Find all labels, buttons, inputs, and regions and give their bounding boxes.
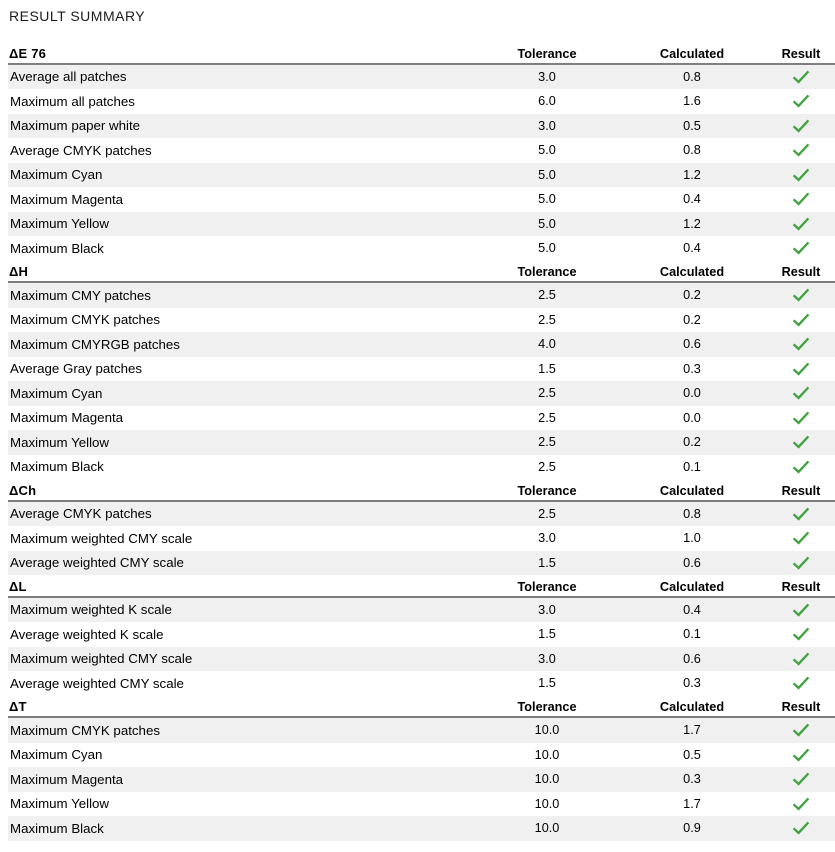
tolerance-value: 2.5 (538, 312, 556, 327)
row-label: Maximum CMYK patches (10, 722, 160, 738)
table-row (8, 598, 835, 623)
check-pass-icon (792, 362, 810, 376)
column-header-calculated: Calculated (659, 579, 725, 594)
calculated-value: 0.5 (683, 747, 701, 762)
result-cell (767, 652, 835, 666)
tolerance-value: 3.0 (538, 651, 556, 666)
calculated-value: 0.2 (683, 288, 701, 303)
calculated-value: 0.6 (683, 555, 701, 570)
tolerance-value: 10.0 (534, 747, 560, 762)
check-pass-icon (792, 192, 810, 206)
result-cell (767, 603, 835, 617)
table-row (8, 526, 835, 551)
result-cell (767, 241, 835, 255)
check-pass-icon (792, 676, 810, 690)
row-label: Average Gray patches (10, 361, 143, 377)
result-cell (767, 288, 835, 302)
calculated-value: 0.1 (683, 459, 701, 474)
row-label: Maximum Black (10, 240, 104, 256)
check-pass-icon (792, 460, 810, 474)
column-header-tolerance: Tolerance (517, 46, 577, 61)
result-cell (767, 460, 835, 474)
column-header-tolerance: Tolerance (517, 483, 577, 498)
result-cell (767, 168, 835, 182)
section-header-row (8, 479, 835, 502)
table-row (8, 236, 835, 261)
calculated-value: 1.7 (683, 723, 701, 738)
column-header-result: Result (781, 46, 821, 61)
column-header-calculated: Calculated (659, 46, 725, 61)
row-label: Maximum weighted CMY scale (10, 530, 193, 546)
calculated-value: 0.2 (683, 435, 701, 450)
row-label: Maximum Yellow (10, 434, 110, 450)
tolerance-value: 3.0 (538, 69, 556, 84)
check-pass-icon (792, 723, 810, 737)
check-pass-icon (792, 507, 810, 521)
result-cell (767, 772, 835, 786)
result-cell (767, 797, 835, 811)
result-cell (767, 70, 835, 84)
calculated-value: 0.5 (683, 118, 701, 133)
result-cell (767, 556, 835, 570)
tolerance-value: 3.0 (538, 602, 556, 617)
section-title: ΔCh (9, 482, 37, 498)
table-row (8, 357, 835, 382)
tolerance-value: 10.0 (534, 772, 560, 787)
row-label: Maximum CMY patches (10, 287, 151, 303)
result-cell (767, 217, 835, 231)
column-header-result: Result (781, 483, 821, 498)
tolerance-value: 2.5 (538, 386, 556, 401)
section-title: ΔE 76 (9, 45, 47, 61)
row-label: Average weighted CMY scale (10, 555, 184, 571)
tolerance-value: 5.0 (538, 241, 556, 256)
table-row (8, 718, 835, 743)
column-header-calculated: Calculated (659, 265, 725, 279)
tolerance-value: 1.5 (538, 676, 556, 691)
table-row (8, 671, 835, 696)
calculated-value: 0.9 (683, 821, 701, 836)
row-label: Maximum weighted K scale (10, 602, 172, 618)
tolerance-value: 5.0 (538, 167, 556, 182)
table-row (8, 647, 835, 672)
table-row (8, 308, 835, 333)
calculated-value: 0.8 (683, 69, 701, 84)
row-label: Maximum Cyan (10, 747, 103, 763)
table-row (8, 767, 835, 792)
check-pass-icon (792, 337, 810, 351)
result-cell (767, 362, 835, 376)
row-label: Maximum CMYRGB patches (10, 336, 180, 352)
result-cell (767, 143, 835, 157)
tolerance-value: 1.5 (538, 627, 556, 642)
tolerance-value: 10.0 (534, 821, 560, 836)
result-sections-container (8, 42, 835, 841)
row-label: Maximum paper white (10, 118, 141, 134)
check-pass-icon (792, 143, 810, 157)
result-cell (767, 821, 835, 835)
page-title: RESULT SUMMARY (9, 8, 146, 24)
result-cell (767, 313, 835, 327)
row-label: Average CMYK patches (10, 506, 152, 522)
column-header-result: Result (781, 700, 821, 714)
row-label: Maximum Magenta (10, 191, 124, 207)
table-row (8, 430, 835, 455)
table-row (8, 406, 835, 431)
row-label: Maximum Cyan (10, 385, 103, 401)
calculated-value: 0.3 (683, 361, 701, 376)
check-pass-icon (792, 168, 810, 182)
calculated-value: 0.3 (683, 676, 701, 691)
result-section (8, 479, 835, 575)
calculated-value: 0.6 (683, 337, 701, 352)
calculated-value: 1.7 (683, 796, 701, 811)
tolerance-value: 10.0 (534, 723, 560, 738)
result-cell (767, 627, 835, 641)
check-pass-icon (792, 603, 810, 617)
calculated-value: 0.8 (683, 506, 701, 521)
row-label: Average all patches (10, 69, 127, 85)
check-pass-icon (792, 94, 810, 108)
calculated-value: 0.3 (683, 772, 701, 787)
table-row (8, 622, 835, 647)
check-pass-icon (792, 313, 810, 327)
column-header-calculated: Calculated (659, 700, 725, 714)
tolerance-value: 1.5 (538, 361, 556, 376)
check-pass-icon (792, 217, 810, 231)
column-header-tolerance: Tolerance (517, 579, 577, 594)
row-label: Maximum Cyan (10, 167, 103, 183)
table-row (8, 114, 835, 139)
tolerance-value: 5.0 (538, 192, 556, 207)
table-row (8, 455, 835, 480)
row-label: Maximum all patches (10, 93, 135, 109)
result-section (8, 261, 835, 480)
section-header-row (8, 575, 835, 598)
calculated-value: 0.4 (683, 241, 701, 256)
check-pass-icon (792, 748, 810, 762)
result-cell (767, 411, 835, 425)
tolerance-value: 5.0 (538, 143, 556, 158)
table-row (8, 332, 835, 357)
calculated-value: 0.1 (683, 627, 701, 642)
tolerance-value: 2.5 (538, 459, 556, 474)
table-row (8, 816, 835, 841)
check-pass-icon (792, 411, 810, 425)
row-label: Average weighted CMY scale (10, 675, 184, 691)
result-cell (767, 386, 835, 400)
result-cell (767, 192, 835, 206)
calculated-value: 1.2 (683, 216, 701, 231)
row-label: Average weighted K scale (10, 626, 164, 642)
result-cell (767, 337, 835, 351)
row-label: Maximum Black (10, 459, 104, 475)
table-row (8, 792, 835, 817)
column-header-tolerance: Tolerance (517, 700, 577, 714)
row-label: Maximum weighted CMY scale (10, 651, 193, 667)
check-pass-icon (792, 531, 810, 545)
result-cell (767, 748, 835, 762)
check-pass-icon (792, 821, 810, 835)
tolerance-value: 4.0 (538, 337, 556, 352)
section-header-row (8, 42, 835, 65)
check-pass-icon (792, 288, 810, 302)
tolerance-value: 2.5 (538, 506, 556, 521)
check-pass-icon (792, 119, 810, 133)
calculated-value: 1.0 (683, 531, 701, 546)
section-title: ΔL (9, 578, 27, 594)
table-row (8, 187, 835, 212)
table-row (8, 502, 835, 527)
calculated-value: 0.4 (683, 192, 701, 207)
check-pass-icon (792, 70, 810, 84)
result-cell (767, 507, 835, 521)
tolerance-value: 5.0 (538, 216, 556, 231)
result-cell (767, 435, 835, 449)
calculated-value: 0.0 (683, 386, 701, 401)
check-pass-icon (792, 241, 810, 255)
check-pass-icon (792, 652, 810, 666)
table-row (8, 743, 835, 768)
table-row (8, 283, 835, 308)
check-pass-icon (792, 435, 810, 449)
row-label: Maximum Magenta (10, 771, 124, 787)
check-pass-icon (792, 386, 810, 400)
section-title: ΔH (9, 264, 29, 279)
result-cell (767, 119, 835, 133)
table-row (8, 65, 835, 90)
calculated-value: 1.6 (683, 94, 701, 109)
result-section (8, 575, 835, 696)
table-row (8, 551, 835, 576)
calculated-value: 1.2 (683, 167, 701, 182)
tolerance-value: 6.0 (538, 94, 556, 109)
section-title: ΔT (9, 699, 27, 714)
tolerance-value: 2.5 (538, 435, 556, 450)
row-label: Maximum CMYK patches (10, 312, 160, 328)
row-label: Maximum Yellow (10, 796, 110, 812)
check-pass-icon (792, 797, 810, 811)
row-label: Average CMYK patches (10, 142, 152, 158)
result-cell (767, 723, 835, 737)
section-header-row (8, 696, 835, 719)
check-pass-icon (792, 556, 810, 570)
calculated-value: 0.2 (683, 312, 701, 327)
table-row (8, 138, 835, 163)
column-header-result: Result (781, 265, 821, 279)
tolerance-value: 3.0 (538, 531, 556, 546)
section-header-row (8, 261, 835, 284)
tolerance-value: 2.5 (538, 288, 556, 303)
row-label: Maximum Black (10, 820, 104, 836)
column-header-result: Result (781, 579, 821, 594)
result-cell (767, 676, 835, 690)
result-cell (767, 94, 835, 108)
calculated-value: 0.4 (683, 602, 701, 617)
table-row (8, 89, 835, 114)
result-section (8, 42, 835, 261)
calculated-value: 0.0 (683, 410, 701, 425)
result-cell (767, 531, 835, 545)
tolerance-value: 2.5 (538, 410, 556, 425)
row-label: Maximum Magenta (10, 410, 124, 426)
table-row (8, 163, 835, 188)
calculated-value: 0.8 (683, 143, 701, 158)
table-row (8, 381, 835, 406)
tolerance-value: 1.5 (538, 555, 556, 570)
result-section (8, 696, 835, 841)
tolerance-value: 3.0 (538, 118, 556, 133)
row-label: Maximum Yellow (10, 216, 110, 232)
check-pass-icon (792, 772, 810, 786)
column-header-calculated: Calculated (659, 483, 725, 498)
calculated-value: 0.6 (683, 651, 701, 666)
column-header-tolerance: Tolerance (517, 265, 577, 279)
check-pass-icon (792, 627, 810, 641)
table-row (8, 212, 835, 237)
tolerance-value: 10.0 (534, 796, 560, 811)
